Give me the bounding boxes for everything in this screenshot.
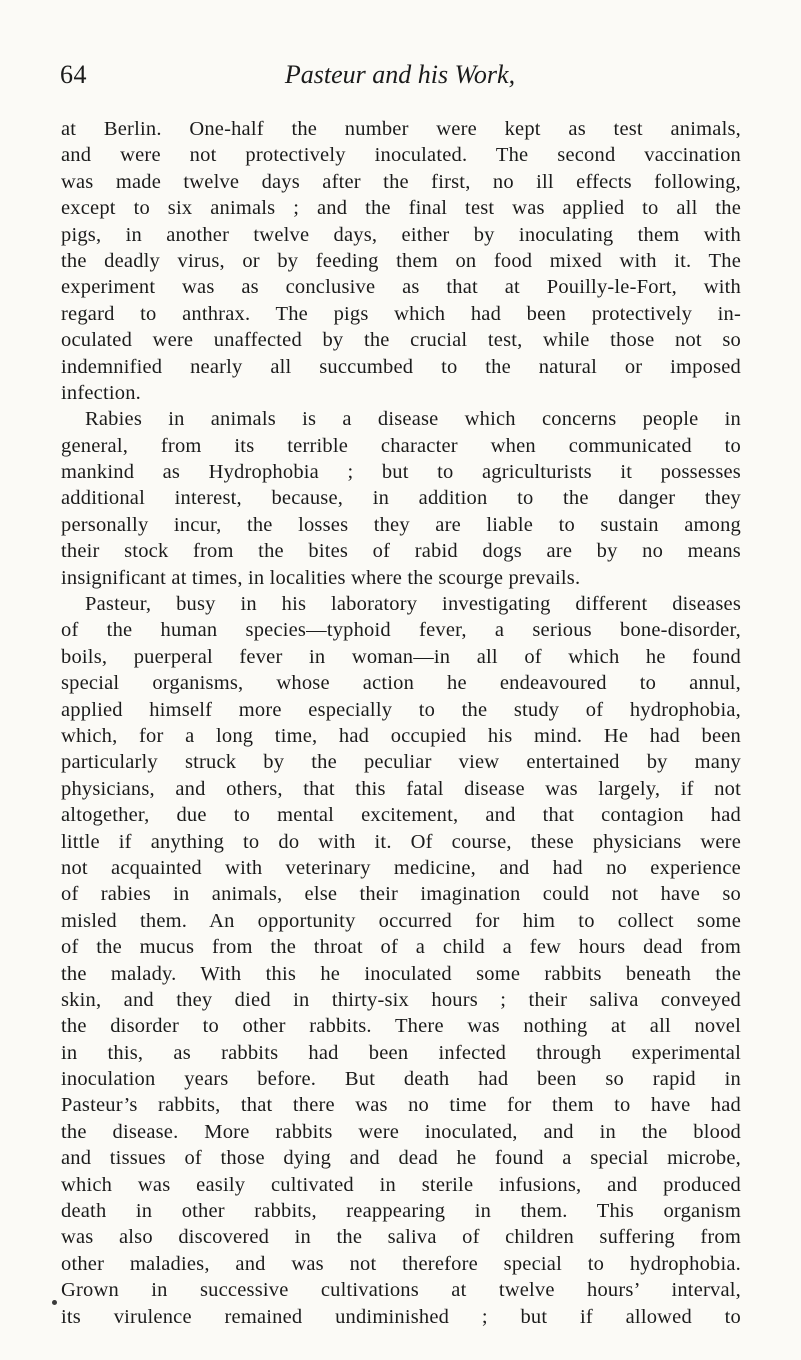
text-line: not acquainted with veterinary medicine, and had no experience — [61, 856, 741, 879]
text-line: personally incur, the losses they are liable to sustain among — [61, 513, 741, 536]
text-line: mankind as Hydrophobia ; but to agriculturists it possesses — [61, 461, 741, 484]
text-line: the disease. More rabbits were inoculated, and in the blood — [61, 1120, 741, 1143]
text-line: little if anything to do with it. Of course, these physicians were — [61, 830, 741, 853]
text-line: applied himself more especially to the study of hydrophobia, — [61, 698, 741, 721]
text-line: the malady. With this he inoculated some rabbits beneath the — [61, 962, 741, 985]
text-line: in this, as rabbits had been infected through experimental — [61, 1041, 741, 1064]
text-line: skin, and they died in thirty-six hours ; their saliva conveyed — [61, 988, 741, 1011]
text-line: other maladies, and was not therefore special to hydrophobia. — [61, 1252, 741, 1275]
page-number: 64 — [60, 60, 87, 89]
text-line: insignificant at times, in localities where the scourge prevails. — [61, 566, 581, 589]
text-line: death in other rabbits, reappearing in them. This organism — [61, 1200, 741, 1223]
text-line: was also discovered in the saliva of children suffering from — [61, 1226, 741, 1249]
text-line: special organisms, whose action he endeavoured to annul, — [61, 672, 741, 695]
running-head — [60, 60, 740, 100]
text-line: except to six animals ; and the final test was applied to all the — [61, 197, 741, 220]
text-line: which was easily cultivated in sterile infusions, and produced — [61, 1173, 741, 1196]
text-line: experiment was as conclusive as that at Pouilly-le-Fort, with — [61, 276, 741, 299]
text-line: the disorder to other rabbits. There was nothing at all novel — [61, 1015, 741, 1038]
text-line: pigs, in another twelve days, either by inoculating them with — [61, 223, 741, 246]
text-line: indemnified nearly all succumbed to the natural or imposed — [61, 355, 741, 378]
text-line: additional interest, because, in addition to the danger they — [61, 487, 741, 510]
text-line: boils, puerperal fever in woman—in all of which he found — [61, 645, 741, 668]
text-line: inoculation years before. But death had been so rapid in — [61, 1068, 741, 1091]
text-line: altogether, due to mental excitement, and that contagion had — [61, 804, 741, 827]
text-line: misled them. An opportunity occurred for him to collect some — [61, 909, 741, 932]
text-line: infection. — [61, 381, 141, 404]
text-line: at Berlin. One-half the number were kept as test animals, — [61, 118, 741, 140]
text-line: general, from its terrible character when communicated to — [61, 434, 741, 457]
text-line: physicians, and others, that this fatal disease was largely, if not — [61, 777, 741, 800]
text-line: of the human species—typhoid fever, a serious bone-disorder, — [61, 619, 741, 642]
text-line: Pasteur, busy in his laboratory investigating different diseases — [85, 593, 741, 616]
text-line: and were not protectively inoculated. The second vaccination — [61, 144, 741, 167]
text-line: their stock from the bites of rabid dogs are by no means — [61, 540, 741, 563]
text-line: particularly struck by the peculiar view entertained by many — [61, 751, 741, 774]
text-line: regard to anthrax. The pigs which had been protectively in- — [61, 302, 741, 325]
text-line: Grown in successive cultivations at twelve hours’ interval, — [61, 1279, 741, 1302]
text-line: Pasteur’s rabbits, that there was no time for them to have had — [61, 1094, 741, 1117]
running-title: Pasteur and his Work, — [284, 60, 516, 89]
body-text — [61, 116, 741, 1330]
text-line: was made twelve days after the first, no ill effects following, — [61, 170, 741, 193]
text-line: of the mucus from the throat of a child a few hours dead from — [61, 936, 741, 959]
text-line: of rabies in animals, else their imagination could not have so — [61, 883, 741, 906]
text-line: oculated were unaffected by the crucial test, while those not so — [61, 329, 741, 352]
text-line: which, for a long time, had occupied his mind. He had been — [61, 724, 741, 747]
text-line: and tissues of those dying and dead he found a special microbe, — [61, 1147, 741, 1170]
text-line: its virulence remained undiminished ; but if allowed to — [61, 1305, 741, 1328]
text-line: the deadly virus, or by feeding them on food mixed with it. The — [61, 249, 741, 272]
margin-mark — [52, 1300, 57, 1305]
text-line: Rabies in animals is a disease which concerns people in — [85, 408, 741, 431]
